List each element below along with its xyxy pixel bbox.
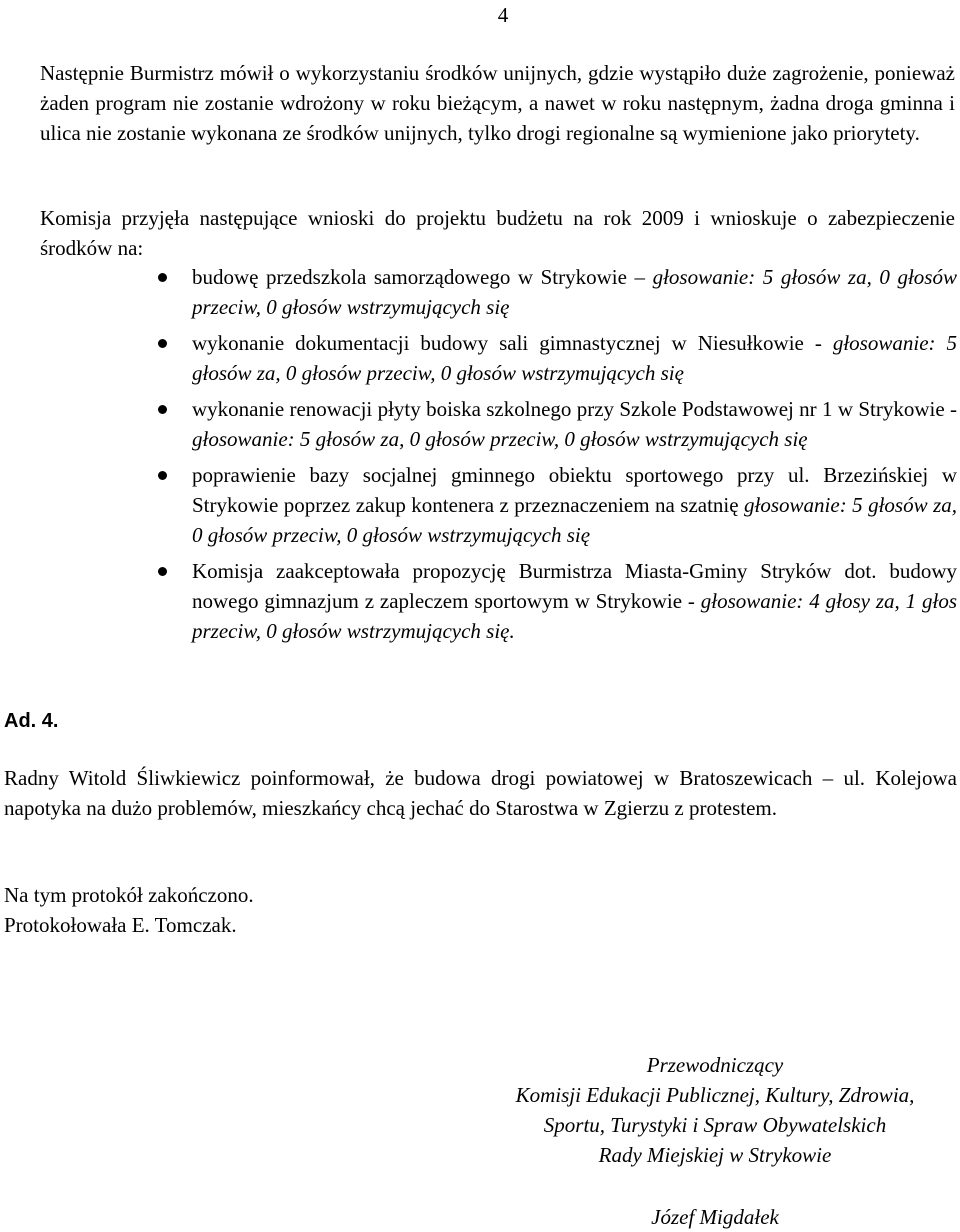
bullet-icon <box>158 339 167 348</box>
motion-vote: głosowanie: 4 głosy za, 1 głos przeciw, 0 głosów wstrzymujących się. <box>192 589 957 643</box>
list-item <box>192 556 957 646</box>
list-item <box>192 262 957 322</box>
bullet-icon <box>158 471 167 480</box>
motion-vote: głosowanie: 5 głosów za, 0 głosów przeciw, 0 głosów wstrzymujących się <box>192 265 957 319</box>
list-item <box>192 328 957 388</box>
motions-list <box>192 262 957 652</box>
signature-line: Rady Miejskiej w Strykowie <box>598 1143 832 1167</box>
intro-paragraph: Następnie Burmistrz mówił o wykorzystaniu środków unijnych, gdzie wystąpiło duże zagrożenie, ponieważ żaden program nie zostanie wdrożony w roku bieżącym, a nawet w roku następnym, żadna droga gminna i ulica nie zostanie wykonana ze środków unijnych, tylko drogi regionalne są wymienione jako priorytety. <box>40 61 955 145</box>
motion-text: Komisja zaakceptowała propozycję Burmistrza Miasta-Gminy Stryków dot. budowy nowego gimnazjum z zapleczem sportowym w Strykowie - <box>192 559 957 613</box>
bullet-icon <box>158 405 167 414</box>
motion-vote: głosowanie: 5 głosów za, 0 głosów przeciw, 0 głosów wstrzymujących się <box>192 331 958 385</box>
signature-block <box>440 1050 960 1232</box>
commission-paragraph: Komisja przyjęła następujące wnioski do projektu budżetu na rok 2009 i wnioskuje o zabezpieczenie środków na: <box>40 206 955 260</box>
radny-paragraph: Radny Witold Śliwkiewicz poinformował, że budowa drogi powiatowej w Bratoszewicach – ul. Kolejowa napotyka na dużo problemów, mieszkańcy chcą jechać do Starostwa w Zgierzu z protestem. <box>4 766 957 820</box>
motion-text: wykonanie renowacji płyty boiska szkolnego przy Szkole Podstawowej nr 1 w Strykowie - <box>192 397 957 421</box>
closing-line: Na tym protokół zakończono. <box>4 883 254 907</box>
list-item <box>192 460 957 550</box>
signature-line: Sportu, Turystyki i Spraw Obywatelskich <box>543 1113 887 1137</box>
recorder-line: Protokołowała E. Tomczak. <box>4 913 237 937</box>
bullet-icon <box>158 567 167 576</box>
motion-text: poprawienie bazy socjalnej gminnego obiektu sportowego przy ul. Brzezińskiej w Strykowie poprzez zakup kontenera z przeznaczeniem na szatnię <box>192 463 957 517</box>
motion-text: wykonanie dokumentacji budowy sali gimnastycznej w Niesułkowie - <box>192 331 833 355</box>
signature-line: Komisji Edukacji Publicznej, Kultury, Zdrowia, <box>515 1083 915 1107</box>
page-number: 4 <box>497 3 509 27</box>
motion-vote: głosowanie: 5 głosów za, 0 głosów przeciw, 0 głosów wstrzymujących się <box>192 427 808 451</box>
closing-block <box>4 880 604 940</box>
motion-vote: głosowanie: 5 głosów za, 0 głosów przeciw, 0 głosów wstrzymujących się <box>192 493 957 547</box>
list-item <box>192 394 957 454</box>
bullet-icon <box>158 273 167 282</box>
signature-title: Przewodniczący <box>646 1053 784 1077</box>
motion-text: budowę przedszkola samorządowego w Strykowie – <box>192 265 653 289</box>
section-heading: Ad. 4. <box>4 710 59 732</box>
signature-name: Józef Migdałek <box>651 1205 779 1229</box>
